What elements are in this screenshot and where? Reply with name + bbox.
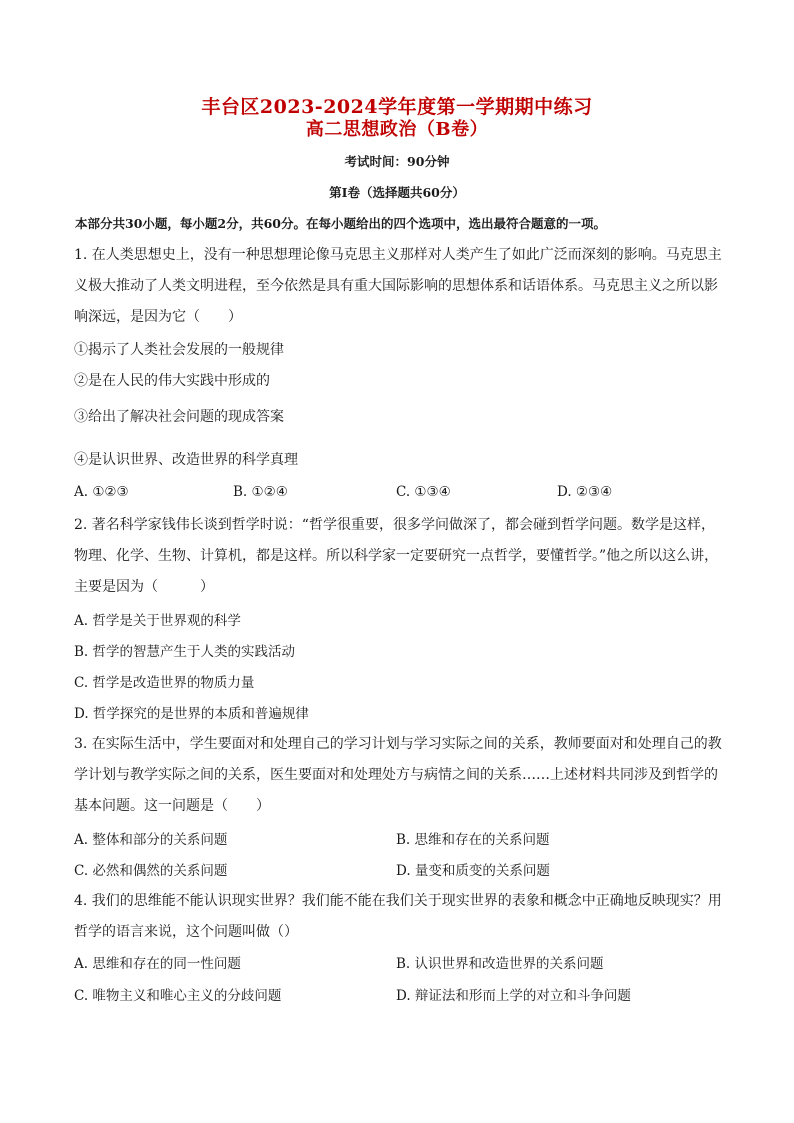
q2-stem-line-3: 主要是因为（ ）	[74, 579, 214, 595]
q3-option-a: A. 整体和部分的关系问题	[74, 832, 228, 848]
q1-stem-line-3: 响深远，是因为它（ ）	[74, 309, 242, 325]
q3-option-c: C. 必然和偶然的关系问题	[74, 863, 228, 879]
q3-stem-line-2: 学计划与教学实际之间的关系，医生要面对和处理处方与病情之间的关系……上述材料共同涉及到哲学的	[74, 767, 718, 783]
q2-option-d: D. 哲学探究的是世界的本质和普遍规律	[74, 706, 309, 722]
q1-item-4: ④是认识世界、改造世界的科学真理	[74, 452, 298, 468]
section-instructions: 本部分共30小题，每小题2分，共60分。在每小题给出的四个选项中，选出最符合题意的一项。	[75, 216, 606, 231]
q1-option-d: D. ②③④	[557, 484, 613, 500]
q4-stem-line-2: 哲学的语言来说，这个问题叫做（）	[74, 924, 298, 940]
q4-option-b: B. 认识世界和改造世界的关系问题	[396, 956, 604, 972]
q4-stem-line-1: 4. 我们的思维能不能认识现实世界？我们能不能在我们关于现实世界的表象和概念中正确地反映现实？用	[74, 893, 722, 909]
q4-option-d: D. 辩证法和形而上学的对立和斗争问题	[396, 988, 631, 1004]
q2-stem-line-1: 2. 著名科学家钱伟长谈到哲学时说：“哲学很重要，很多学问做深了，都会碰到哲学问题。数学是这样，	[74, 517, 715, 533]
section-title: 第Ⅰ卷（选择题共60分）	[329, 185, 465, 200]
exam-subtitle: 高二思想政治（B卷）	[305, 119, 489, 140]
q3-option-b: B. 思维和存在的关系问题	[396, 832, 550, 848]
exam-title: 丰台区2023-2024学年度第一学期期中练习	[201, 96, 593, 118]
q3-stem-line-1: 3. 在实际生活中，学生要面对和处理自己的学习计划与学习实际之间的关系，教师要面对和处理自己的教	[74, 736, 722, 752]
q2-stem-line-2: 物理、化学、生物、计算机，都是这样。所以科学家一定要研究一点哲学，要懂哲学。”他之所以这么讲，	[74, 548, 719, 564]
q1-option-b: B. ①②④	[233, 484, 288, 500]
q2-option-a: A. 哲学是关于世界观的科学	[74, 613, 241, 629]
q4-option-c: C. 唯物主义和唯心主义的分歧问题	[74, 988, 282, 1004]
q1-option-c: C. ①③④	[396, 484, 451, 500]
q1-stem-line-2: 义极大推动了人类文明进程，至今依然是具有重大国际影响的思想体系和话语体系。马克思主义之所以影	[74, 278, 718, 294]
q1-item-1: ①揭示了人类社会发展的一般规律	[74, 342, 284, 358]
q2-option-c: C. 哲学是改造世界的物质力量	[74, 675, 255, 691]
q3-stem-line-3: 基本问题。这一问题是（ ）	[74, 798, 270, 814]
q1-item-2: ②是在人民的伟大实践中形成的	[74, 373, 270, 389]
q3-option-d: D. 量变和质变的关系问题	[396, 863, 550, 879]
q2-option-b: B. 哲学的智慧产生于人类的实践活动	[74, 644, 296, 660]
q1-stem-line-1: 1. 在人类思想史上，没有一种思想理论像马克思主义那样对人类产生了如此广泛而深刻的影响。马克思主	[74, 247, 722, 263]
q1-item-3: ③给出了解决社会问题的现成答案	[74, 409, 284, 425]
exam-time: 考试时间：90分钟	[344, 154, 450, 169]
q1-option-a: A. ①②③	[74, 484, 129, 500]
q4-option-a: A. 思维和存在的同一性问题	[74, 956, 241, 972]
